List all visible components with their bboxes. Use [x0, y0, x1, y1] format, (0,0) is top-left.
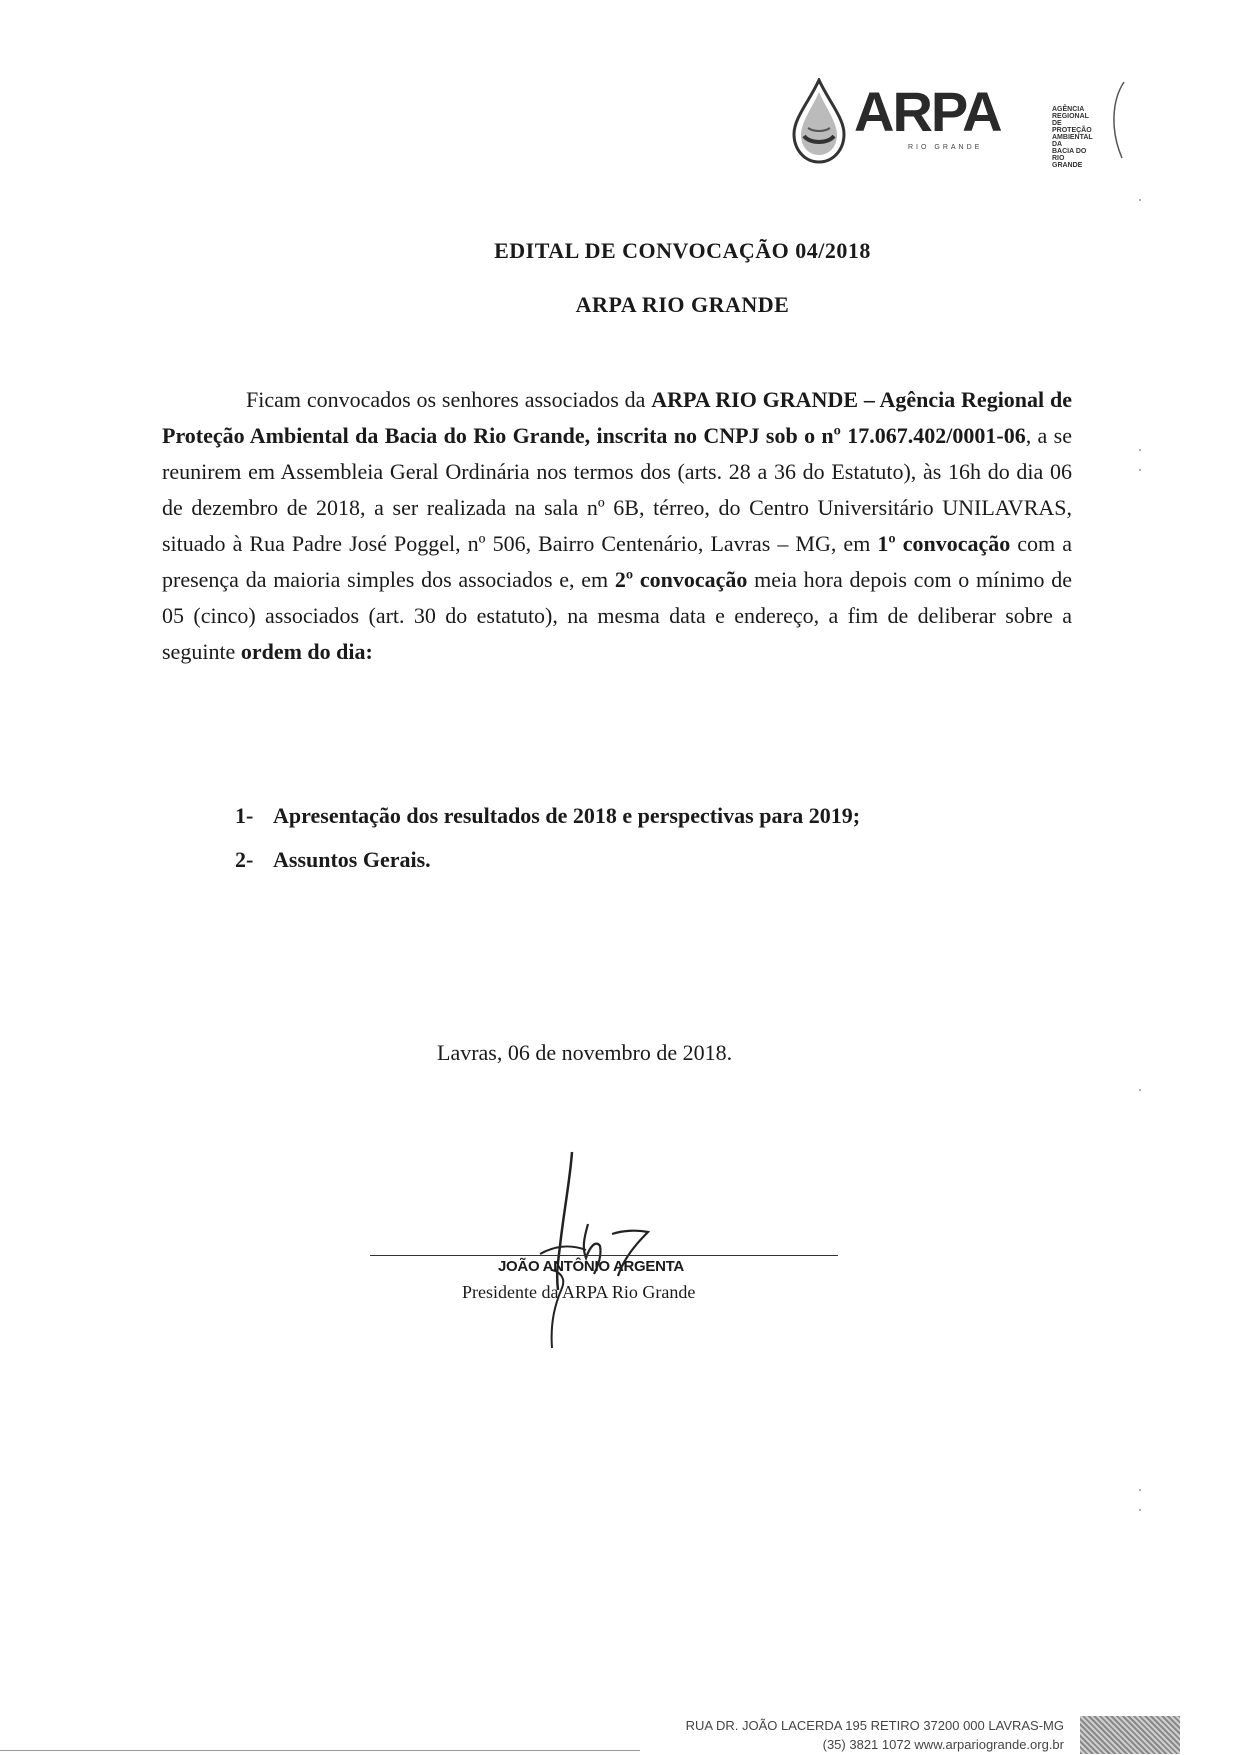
signature-line	[370, 1255, 838, 1256]
paragraph-bold-text: ordem do dia:	[240, 639, 373, 664]
document-subtitle: ARPA RIO GRANDE	[575, 292, 790, 317]
logo-agency-line: PROTEÇÃO	[1052, 127, 1092, 134]
convocation-paragraph	[162, 382, 1072, 670]
logo-agency-line: BACIA DO	[1052, 148, 1087, 155]
agenda-item-number: 2-	[235, 847, 254, 872]
paragraph-text: com a presença da maioria simples dos associados e, em	[162, 531, 1072, 592]
bottom-rule	[0, 1750, 640, 1751]
handwritten-signature	[500, 1150, 680, 1350]
signatory-name: JOÃO ANTÔNIO ARGENTA	[498, 1258, 684, 1275]
logo-agency-line: AMBIENTAL DA	[1052, 134, 1093, 148]
footer-pattern-box	[1080, 1716, 1180, 1754]
agenda-list	[235, 794, 860, 882]
agenda-item	[235, 838, 860, 882]
paragraph-bold-text: 2º convocação	[614, 567, 748, 592]
arpa-logo	[790, 78, 1093, 169]
margin-arc-mark	[1108, 80, 1128, 160]
agenda-item-text: Apresentação dos resultados de 2018 e perspectivas para 2019;	[273, 803, 861, 828]
agenda-item-number: 1-	[235, 803, 254, 828]
logo-wordmark: ARPA	[854, 80, 1001, 143]
place-and-date: Lavras, 06 de novembro de 2018.	[437, 1040, 733, 1065]
paragraph-text: meia hora depois com o mínimo de 05 (cinco) associados (art. 30 do estatuto), na mesma data e endereço, a fim de deliberar sobre a seguinte	[162, 567, 1073, 664]
logo-agency-line: RIO GRANDE	[1052, 155, 1083, 169]
paragraph-text: , a se reunirem em Assembleia Geral Ordinária nos termos dos (arts. 28 a 36 do Estatuto), às 16h do dia 06 de dezembro de 2018, a ser realizada na sala nº 6B, térreo, do Centro Universitário UNILAVRAS, situado à Rua Padre José Poggel, nº 506, Bairro Centenário, Lavras – MG, em	[162, 423, 1072, 556]
footer-phone-website: (35) 3821 1072 www.arpariogrande.org.br	[822, 1737, 1064, 1752]
footer-address: RUA DR. JOÃO LACERDA 195 RETIRO 37200 000 LAVRAS-MG	[685, 1718, 1064, 1733]
logo-subtitle: RIO GRANDE	[908, 144, 983, 151]
scan-edge-marks	[1138, 190, 1142, 1590]
paragraph-bold-text: ARPA RIO GRANDE – Agência Regional de Proteção Ambiental da Bacia do Rio Grande, inscrita no CNPJ sob o nº 17.067.402/0001-06	[162, 387, 1072, 448]
logo-agency-line: REGIONAL DE	[1052, 113, 1089, 127]
logo-agency-text	[1052, 106, 1096, 169]
signatory-role: Presidente da ARPA Rio Grande	[462, 1282, 696, 1302]
paragraph-bold-text: 1º convocação	[877, 531, 1011, 556]
logo-agency-line: AGÊNCIA	[1052, 106, 1085, 113]
footer-contact	[664, 1716, 1064, 1754]
water-drop-icon	[790, 78, 848, 164]
agenda-item-text: Assuntos Gerais.	[273, 847, 431, 872]
agenda-item	[235, 794, 860, 838]
document-title: EDITAL DE CONVOCAÇÃO 04/2018	[494, 238, 871, 263]
paragraph-text: Ficam convocados os senhores associados da	[246, 387, 652, 412]
